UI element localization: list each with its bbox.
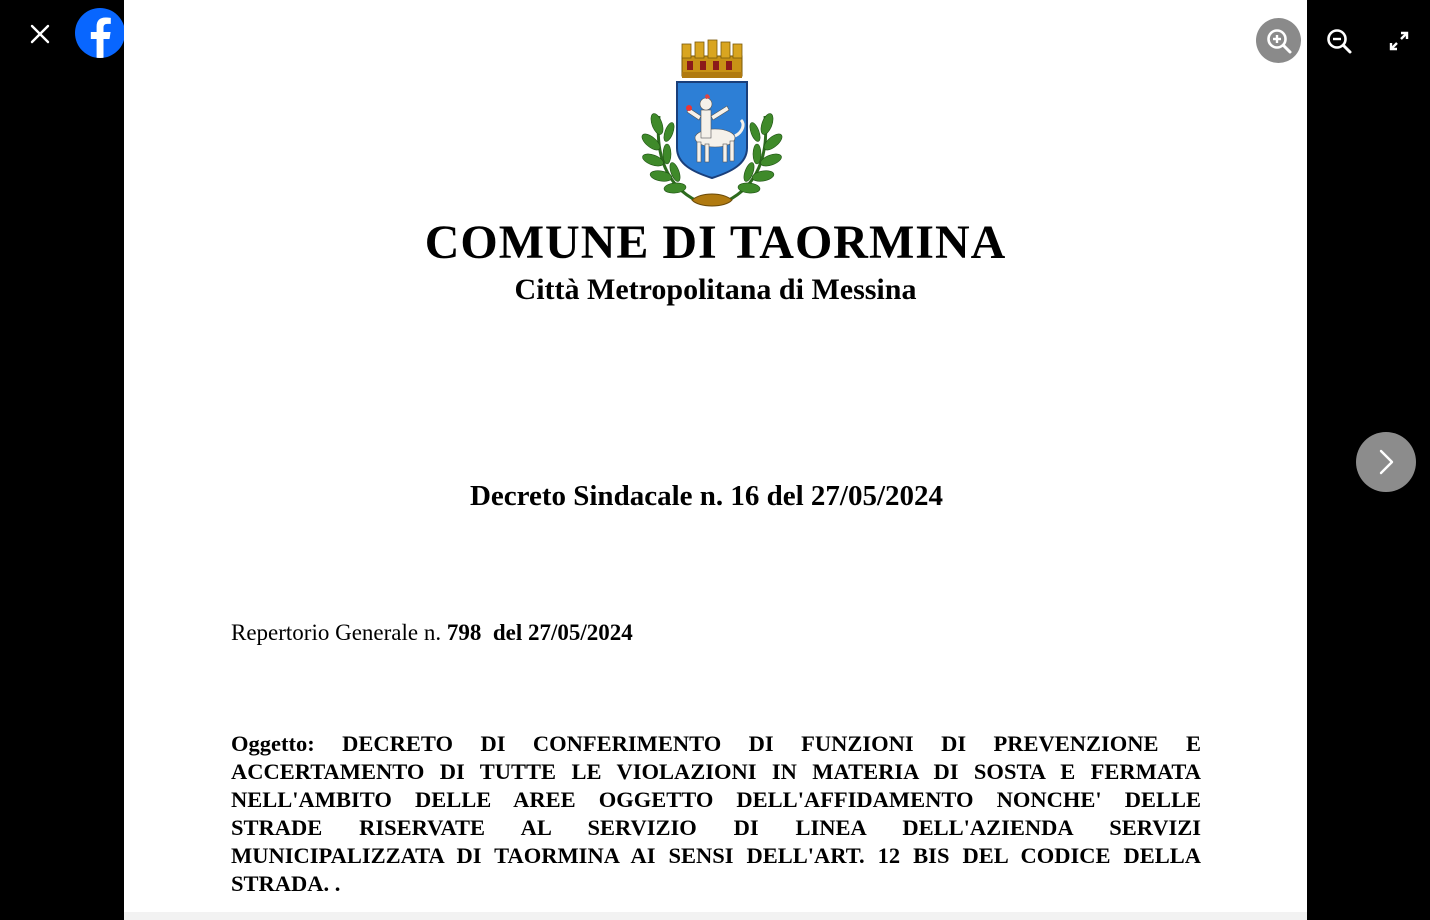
fullscreen-icon [1388,30,1410,52]
chevron-right-icon [1374,447,1398,477]
subject-line: MUNICIPALIZZATA DI TAORMINA AI SENSI DELL'ART. 12 BIS DEL CODICE DELLA [231,843,1201,868]
page-subtitle: Città Metropolitana di Messina [514,273,917,306]
page-edge [124,912,1307,920]
close-icon [29,23,51,45]
subject-line: ACCERTAMENTO DI TUTTE LE VIOLAZIONI IN MATERIA DI SOSTA E FERMATA [231,759,1201,784]
crown-icon [682,40,742,78]
close-button[interactable] [22,16,58,52]
subject-line: STRADE RISERVATE AL SERVIZIO DI LINEA DELL'AZIENDA SERVIZI [231,815,1201,840]
page-title: COMUNE DI TAORMINA [424,216,1007,269]
zoom-in-button[interactable] [1256,18,1301,63]
repertorio-label: Repertorio Generale n. [231,620,442,645]
repertorio-number: 798 [446,620,482,645]
fullscreen-button[interactable] [1376,18,1421,63]
subject-line-text: DECRETO DI CONFERIMENTO DI FUNZIONI DI PREVENZIONE E [342,731,1201,756]
document-page [124,0,1307,920]
subject-line [231,730,1201,758]
subject-block [231,730,1201,898]
shield-icon [677,82,747,178]
facebook-logo-icon[interactable] [75,8,125,58]
repertorio-line [231,618,633,648]
facebook-f-glyph [75,8,125,58]
zoom-out-icon [1325,27,1353,55]
subject-line: STRADA. . [231,871,341,896]
subject-label: Oggetto: [231,731,315,756]
zoom-in-icon [1265,27,1293,55]
taormina-coat-of-arms [637,36,787,212]
subject-line: NELL'AMBITO DELLE AREE OGGETTO DELL'AFFIDAMENTO NONCHE' DELLE [231,787,1201,812]
repertorio-date: del 27/05/2024 [492,620,633,645]
decree-heading: Decreto Sindacale n. 16 del 27/05/2024 [469,480,944,512]
next-photo-button[interactable] [1356,432,1416,492]
zoom-out-button[interactable] [1316,18,1361,63]
